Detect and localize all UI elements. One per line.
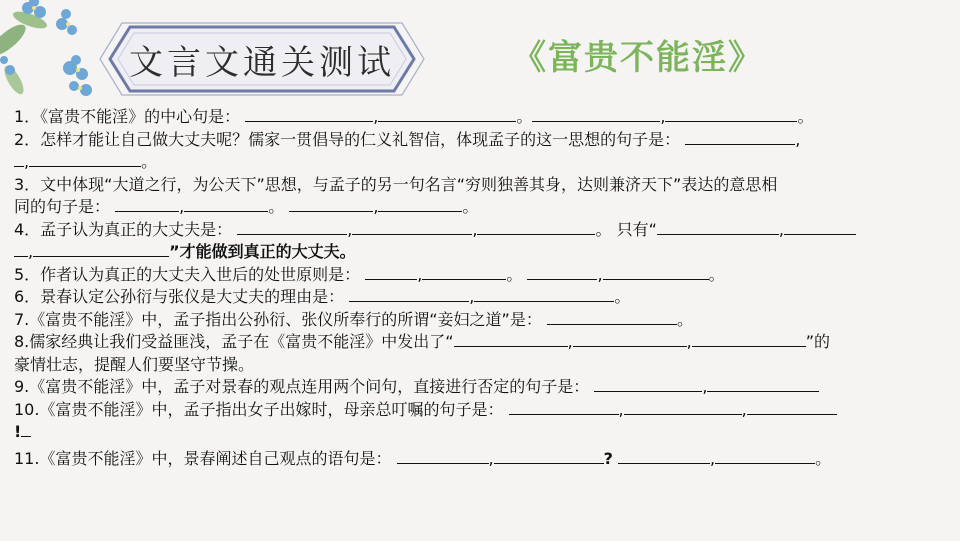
punct: , <box>597 264 603 284</box>
answer-blank[interactable] <box>365 265 417 280</box>
punct: , <box>417 264 423 284</box>
punct: , <box>488 448 494 468</box>
question-10 <box>14 399 958 422</box>
question-8 <box>14 331 958 354</box>
punct: 。 <box>462 197 479 216</box>
answer-blank[interactable] <box>603 265 709 280</box>
question-11 <box>14 448 958 471</box>
question-text: 3．文中体现“大道之行，为公天下”思想，与孟子的另一句名言“穷则独善其身，达则兼济天下”表达的意思相 <box>14 174 778 194</box>
question-6 <box>14 286 958 309</box>
answer-blank[interactable] <box>14 152 24 167</box>
question-7 <box>14 309 958 332</box>
question-2 <box>14 129 958 152</box>
question-4-cont <box>14 241 958 264</box>
question-text: ”的 <box>805 332 831 351</box>
question-text: ”才能做到真正的大丈夫。 <box>169 242 356 261</box>
punct: ! <box>14 422 22 441</box>
punct: , <box>472 219 478 239</box>
punct: 。 <box>676 309 693 329</box>
answer-blank[interactable] <box>624 400 742 415</box>
punct: , <box>24 152 30 171</box>
answer-blank[interactable] <box>547 310 677 325</box>
answer-blank[interactable] <box>352 220 472 235</box>
answer-blank[interactable] <box>573 332 687 347</box>
punct: , <box>741 399 747 419</box>
answer-blank[interactable] <box>474 287 614 302</box>
question-1 <box>14 106 958 129</box>
lesson-title: 《富贵不能淫》 <box>512 38 764 78</box>
answer-blank[interactable] <box>454 332 568 347</box>
answer-blank[interactable] <box>509 400 619 415</box>
answer-blank[interactable] <box>115 197 179 212</box>
question-text: 7.《富贵不能淫》中，孟子指出公孙衍、张仪所奉行的所谓“妾妇之道”是： <box>14 309 542 329</box>
answer-blank[interactable] <box>784 220 856 235</box>
punct: 。 <box>141 152 158 171</box>
question-10-cont <box>14 421 958 444</box>
question-text: 2．怎样才能让自己做大丈夫呢？儒家一贯倡导的仁义礼智信，体现孟子的这一思想的句子是： <box>14 129 681 149</box>
punct: , <box>28 242 34 261</box>
punct: , <box>373 107 379 126</box>
answer-blank[interactable] <box>707 377 819 392</box>
punct: , <box>179 197 185 216</box>
badge-title: 文言文通关测试 <box>129 42 395 83</box>
question-4 <box>14 219 958 242</box>
question-2-cont <box>14 151 958 174</box>
answer-blank[interactable] <box>378 107 516 122</box>
answer-blank[interactable] <box>747 400 837 415</box>
answer-blank[interactable] <box>618 449 710 464</box>
question-list <box>14 106 958 470</box>
punct: 。 <box>708 264 725 284</box>
punct: , <box>702 377 708 396</box>
answer-blank[interactable] <box>685 130 795 145</box>
punct: 。 <box>506 264 523 284</box>
question-3 <box>14 174 958 197</box>
punct: , <box>710 448 716 468</box>
question-text: 4．孟子认为真正的大丈夫是： <box>14 219 233 239</box>
question-text: 11.《富贵不能淫》中，景春阐述自己观点的语句是： <box>14 448 392 468</box>
punct: , <box>618 399 624 419</box>
answer-blank[interactable] <box>184 197 268 212</box>
answer-blank[interactable] <box>349 287 469 302</box>
answer-blank[interactable] <box>422 265 506 280</box>
punct: 。 <box>797 107 814 126</box>
answer-blank[interactable] <box>692 332 806 347</box>
answer-blank[interactable] <box>494 449 604 464</box>
question-text: 豪情壮志，提醒人们要坚守节操。 <box>14 354 255 374</box>
question-text: 8.儒家经典让我们受益匪浅，孟子在《富贵不能淫》中发出了“ <box>14 332 454 351</box>
question-text: 只有“ <box>616 219 657 239</box>
punct: , <box>373 197 379 216</box>
answer-blank[interactable] <box>657 220 779 235</box>
punct: , <box>686 332 692 351</box>
punct: , <box>778 219 784 239</box>
answer-blank[interactable] <box>397 449 489 464</box>
answer-blank[interactable] <box>378 197 462 212</box>
question-text: 同的句子是： <box>14 197 111 216</box>
question-text: 1．《富贵不能淫》的中心句是： <box>14 107 241 126</box>
answer-blank[interactable] <box>289 197 373 212</box>
answer-blank[interactable] <box>14 242 28 257</box>
question-3-cont <box>14 196 958 219</box>
punct: , <box>347 219 353 239</box>
answer-blank[interactable] <box>245 107 373 122</box>
answer-blank[interactable] <box>665 107 797 122</box>
punct: , <box>567 332 573 351</box>
punct: , <box>795 129 801 149</box>
question-8-cont <box>14 354 958 377</box>
answer-blank[interactable] <box>715 449 815 464</box>
answer-blank[interactable] <box>532 107 660 122</box>
answer-blank[interactable] <box>29 152 141 167</box>
punct: ? <box>603 448 613 468</box>
title-badge <box>96 22 428 96</box>
punct: 。 <box>815 448 832 468</box>
answer-blank[interactable] <box>33 242 169 257</box>
question-text: 9.《富贵不能淫》中，孟子对景春的观点连用两个问句，直接进行否定的句子是： <box>14 377 590 396</box>
answer-blank[interactable] <box>477 220 595 235</box>
punct: , <box>469 287 475 306</box>
answer-blank[interactable] <box>237 220 347 235</box>
answer-blank[interactable] <box>527 265 597 280</box>
answer-blank[interactable] <box>21 422 31 437</box>
punct: 。 <box>614 287 631 306</box>
question-text: 5．作者认为真正的大丈夫入世后的处世原则是： <box>14 264 361 284</box>
answer-blank[interactable] <box>594 377 702 392</box>
punct: 。 <box>595 219 612 239</box>
punct: , <box>660 107 666 126</box>
question-text: 6．景春认定公孙衍与张仪是大丈夫的理由是： <box>14 287 345 306</box>
punct: 。 <box>268 197 285 216</box>
question-5 <box>14 264 958 287</box>
question-text: 10.《富贵不能淫》中，孟子指出女子出嫁时，母亲总叮嘱的句子是： <box>14 399 504 419</box>
question-9 <box>14 376 958 399</box>
punct: 。 <box>516 107 533 126</box>
